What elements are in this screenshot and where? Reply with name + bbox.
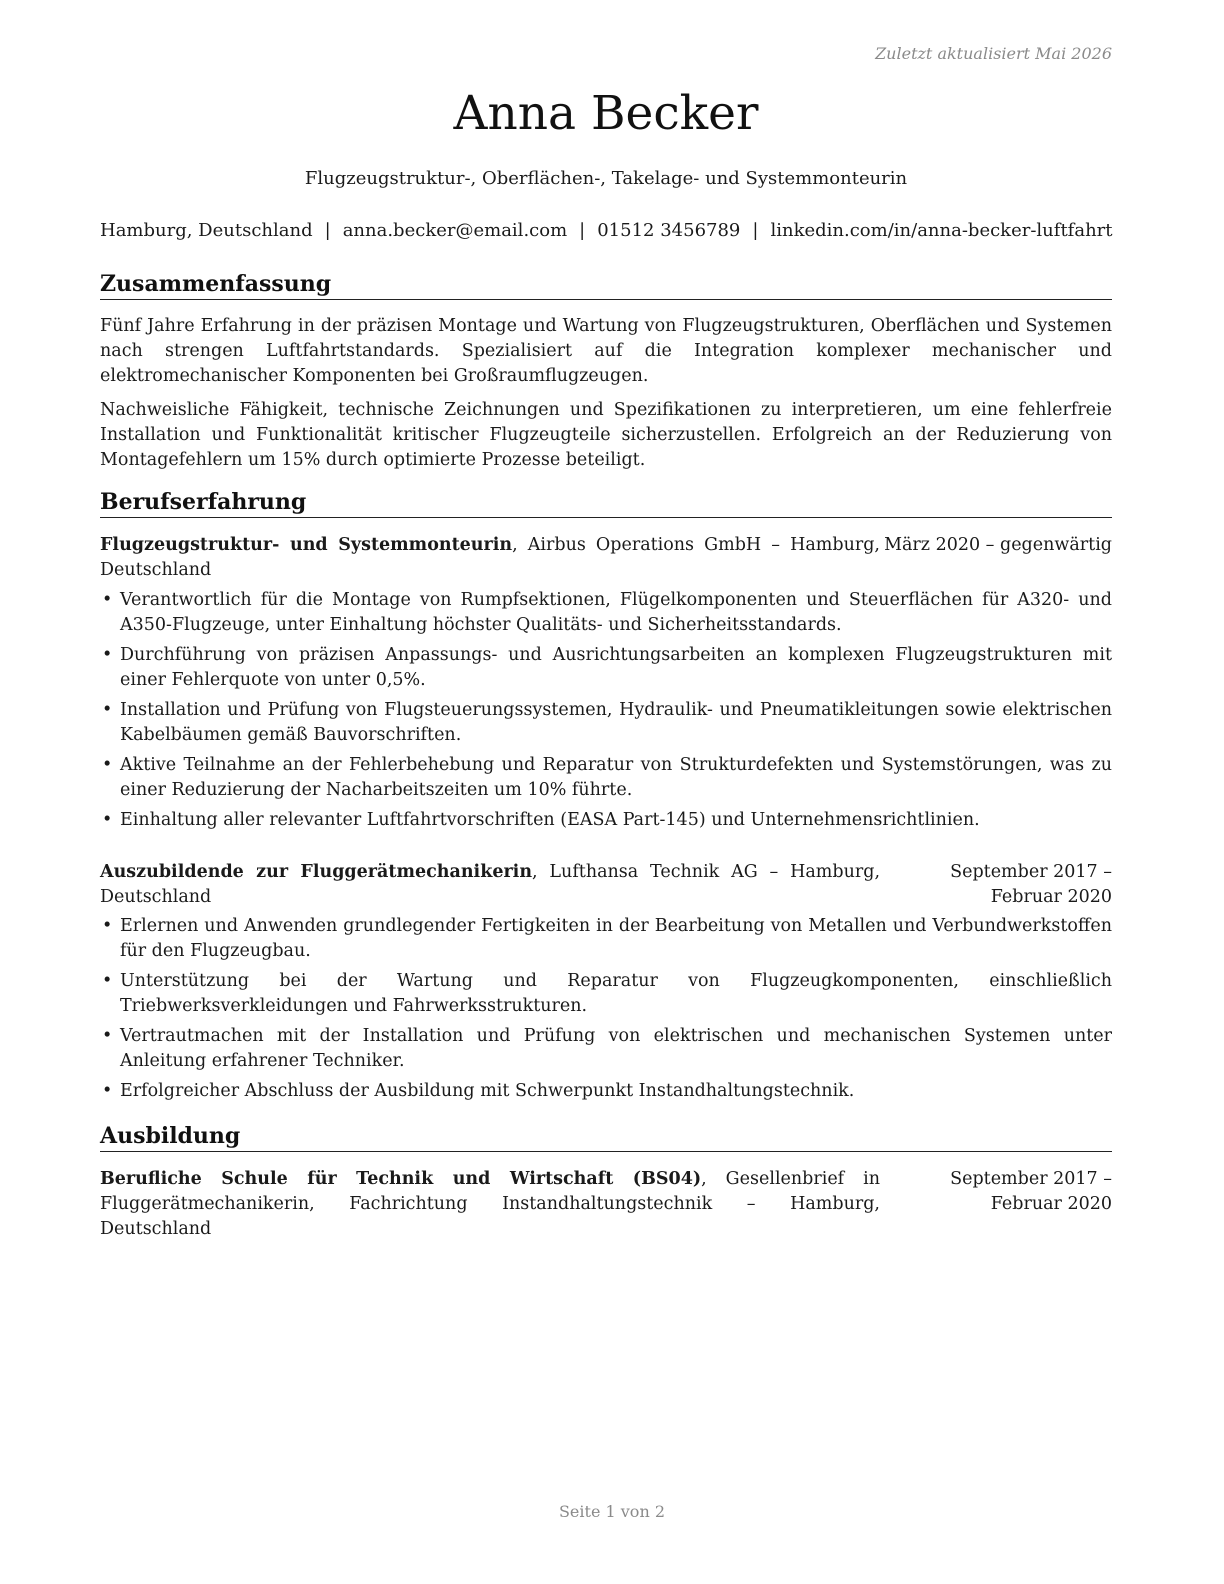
contact-email[interactable]: anna.becker@email.com bbox=[342, 220, 568, 241]
job-dates: September 2017 – Februar 2020 bbox=[950, 862, 1112, 907]
contact-location: Hamburg, Deutschland bbox=[100, 220, 313, 241]
summary-paragraph: Fünf Jahre Erfahrung in der präzisen Montage und Wartung von Flugzeugstrukturen, Oberflächen und Systemen nach strengen Luftfahrtstandards. Spezialisiert auf die Integration komplexer mechanischer und elektromechanischer Komponenten bei Großraumflugzeugen. bbox=[100, 316, 1112, 386]
education-school: Berufliche Schule für Technik und Wirtschaft (BS04) bbox=[100, 1169, 702, 1189]
section-title-education: Ausbildung bbox=[100, 1122, 1112, 1152]
list-item: • Erfolgreicher Abschluss der Ausbildung mit Schwerpunkt Instandhaltungstechnik. bbox=[102, 1081, 855, 1101]
last-updated-note: Zuletzt aktualisiert Mai 2026 bbox=[875, 44, 1112, 63]
list-item: • Installation und Prüfung von Flugsteuerungssystemen, Hydraulik- und Pneumatikleitungen sowie elektrischen Kabelbäumen gemäß Bauvorschriften. bbox=[102, 700, 1112, 745]
list-item-text: Aktive Teilnahme an der Fehlerbehebung und Reparatur von Strukturdefekten und Systemstörungen, was zu einer Reduzierung der Nacharbeitszeiten um 10% führte. bbox=[120, 755, 1112, 800]
education-dates: September 2017 – Februar 2020 bbox=[950, 1169, 1112, 1214]
contact-line bbox=[100, 220, 1112, 241]
list-item: • Vertrautmachen mit der Installation und Prüfung von elektrischen und mechanischen Systemen unter Anleitung erfahrener Techniker. bbox=[102, 1026, 1112, 1071]
list-item-text: Erlernen und Anwenden grundlegender Fertigkeiten in der Bearbeitung von Metallen und Verbundwerkstoffen für den Flugzeugbau. bbox=[120, 916, 1112, 961]
list-item-text: Installation und Prüfung von Flugsteuerungssystemen, Hydraulik- und Pneumatikleitungen sowie elektrischen Kabelbäumen gemäß Bauvorschriften. bbox=[120, 700, 1112, 745]
list-item: • Erlernen und Anwenden grundlegender Fertigkeiten in der Bearbeitung von Metallen und Verbundwerkstoffen für den Flugzeugbau. bbox=[102, 916, 1112, 961]
list-item: • Durchführung von präzisen Anpassungs- und Ausrichtungsarbeiten an komplexen Flugzeugstrukturen mit einer Fehlerquote von unter 0,5%. bbox=[102, 645, 1112, 690]
list-item-text: Unterstützung bei der Wartung und Reparatur von Flugzeugkomponenten, einschließlich Triebwerksverkleidungen und Fahrwerksstrukturen. bbox=[120, 971, 1112, 1016]
contact-linkedin[interactable]: linkedin.com/in/anna-becker-luftfahrt bbox=[770, 220, 1113, 241]
list-item: • Aktive Teilnahme an der Fehlerbehebung und Reparatur von Strukturdefekten und Systemstörungen, was zu einer Reduzierung der Nacharbeitszeiten um 10% führte. bbox=[102, 755, 1112, 800]
job-header bbox=[100, 860, 1112, 910]
contact-separator: | bbox=[579, 220, 586, 241]
list-item-text: Erfolgreicher Abschluss der Ausbildung mit Schwerpunkt Instandhaltungstechnik. bbox=[120, 1081, 855, 1101]
list-item-text: Verantwortlich für die Montage von Rumpfsektionen, Flügelkomponenten und Steuerflächen für A320- und A350-Flugzeuge, unter Einhaltung höchster Qualitäts- und Sicherheitsstandards. bbox=[120, 590, 1112, 635]
candidate-name: Anna Becker bbox=[453, 86, 759, 141]
list-item: • Unterstützung bei der Wartung und Reparatur von Flugzeugkomponenten, einschließlich Triebwerksverkleidungen und Fahrwerksstrukturen. bbox=[102, 971, 1112, 1016]
summary-paragraph: Nachweisliche Fähigkeit, technische Zeichnungen und Spezifikationen zu interpretieren, um eine fehlerfreie Installation und Funktionalität kritischer Flugzeugteile sicherzustellen. Erfolgreich an der Reduzierung von Montagefehlern um 15% durch optimierte Prozesse beteiligt. bbox=[100, 400, 1112, 470]
education-header bbox=[100, 1167, 1112, 1242]
list-item-text: Vertrautmachen mit der Installation und Prüfung von elektrischen und mechanischen Systemen unter Anleitung erfahrener Techniker. bbox=[120, 1026, 1112, 1071]
job-dates: März 2020 – gegenwärtig bbox=[884, 535, 1112, 555]
job-bullet-list bbox=[100, 588, 1112, 838]
contact-separator: | bbox=[324, 220, 331, 241]
section-title-summary: Zusammenfassung bbox=[100, 270, 1112, 300]
job-role: Flugzeugstruktur- und Systemmonteurin bbox=[100, 535, 513, 555]
job-organization: , Airbus Operations GmbH – Hamburg, Deutschland bbox=[100, 535, 880, 580]
list-item: • Einhaltung aller relevanter Luftfahrtvorschriften (EASA Part-145) und Unternehmensrichtlinien. bbox=[102, 810, 980, 830]
job-role: Auszubildende zur Fluggerätmechanikerin bbox=[100, 862, 533, 882]
page-number: Seite 1 von 2 bbox=[558, 1502, 666, 1521]
list-item-text: Einhaltung aller relevanter Luftfahrtvorschriften (EASA Part-145) und Unternehmensrichtlinien. bbox=[120, 810, 980, 830]
section-title-experience: Berufserfahrung bbox=[100, 488, 1112, 518]
list-item-text: Durchführung von präzisen Anpassungs- und Ausrichtungsarbeiten an komplexen Flugzeugstrukturen mit einer Fehlerquote von unter 0,5%. bbox=[120, 645, 1112, 690]
job-organization: , Lufthansa Technik AG – Hamburg, Deutschland bbox=[100, 862, 881, 907]
education-detail: , Gesellenbrief in Fluggerätmechanikerin, Fachrichtung Instandhaltungstechnik – Hamburg, Deutschland bbox=[100, 1169, 880, 1239]
contact-phone[interactable]: 01512 3456789 bbox=[597, 220, 741, 241]
contact-separator: | bbox=[752, 220, 759, 241]
job-header bbox=[100, 533, 1112, 583]
job-bullet-list bbox=[100, 914, 1112, 1109]
headline: Flugzeugstruktur-, Oberflächen-, Takelage- und Systemmonteurin bbox=[304, 168, 908, 189]
list-item: • Verantwortlich für die Montage von Rumpfsektionen, Flügelkomponenten und Steuerflächen für A320- und A350-Flugzeuge, unter Einhaltung höchster Qualitäts- und Sicherheitsstandards. bbox=[102, 590, 1112, 635]
